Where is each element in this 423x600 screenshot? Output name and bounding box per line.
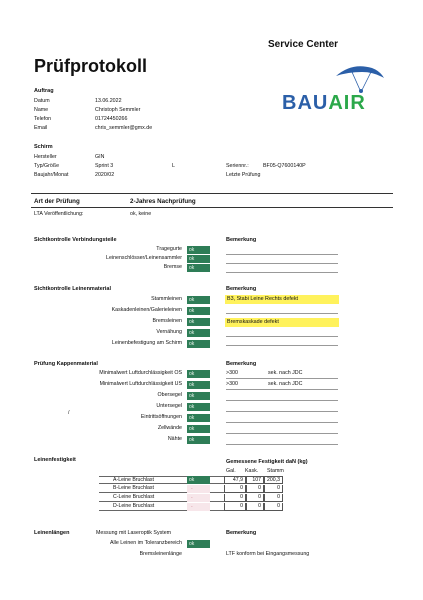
- luft-us-status: ok: [187, 381, 210, 389]
- row-d-kask: 0: [246, 503, 264, 511]
- row-c-kask: 0: [246, 494, 264, 502]
- row-a-status: ok: [187, 476, 210, 484]
- kaskadenleinen-label: Kaskadenleinen/Galerieleinen: [111, 307, 182, 313]
- typ-value: Sprint 3: [95, 163, 114, 169]
- baujahr-label: Baujahr/Monat: [34, 172, 69, 178]
- zellwaende-status: ok: [187, 425, 210, 433]
- hersteller-label: Hersteller: [34, 154, 57, 160]
- verbindung-bemerkung: Bemerkung: [226, 237, 257, 243]
- naehte-status: ok: [187, 436, 210, 444]
- leinen-heading: Sichtkontrolle Leinenmaterial: [34, 286, 112, 292]
- lta-label: LTA Veröffentlichung:: [34, 211, 84, 217]
- obersegel-status: ok: [187, 392, 210, 400]
- col-kask: Kask.: [245, 468, 259, 474]
- art-value: 2-Jahres Nachprüfung: [130, 198, 196, 205]
- row-d-gal: 0: [224, 503, 246, 511]
- row-b-gal: 0: [224, 485, 246, 493]
- vernaehung-status: ok: [187, 329, 210, 337]
- luft-os-unit: sek. nach JDC: [268, 370, 303, 376]
- luft-us-label: Minimalwert Luftdurchlässigkeit US: [99, 381, 182, 387]
- service-center-label: Service Center: [268, 39, 339, 50]
- logo-bau-text: BAU: [282, 92, 329, 114]
- name-label: Name: [34, 107, 49, 113]
- verbindung-heading: Sichtkontrolle Verbindungsteile: [34, 237, 117, 243]
- row-a-stamm: 200,3: [264, 476, 283, 484]
- datum-label: Datum: [34, 98, 50, 104]
- serien-value: BF05-Q7600140P: [263, 163, 306, 169]
- baujahr-value: 2020/02: [95, 172, 115, 178]
- luft-os-label: Minimalwert Luftdurchlässigkeit OS: [99, 370, 182, 376]
- zellwaende-label: Zellwände: [157, 425, 182, 431]
- bremsleinen-status: ok: [187, 318, 210, 326]
- telefon-label: Telefon: [34, 116, 52, 122]
- bremse-status: ok: [187, 264, 210, 272]
- lta-value: ok, keine: [130, 211, 152, 217]
- laengen-method: Messung mit Laseroptik System: [96, 530, 172, 536]
- bremsleinenlaenge-note: LTF konform bei Eingangsmessung: [226, 551, 310, 557]
- laengen-heading: Leinenlängen: [34, 530, 70, 536]
- luft-os-value: >300: [226, 370, 238, 376]
- row-a-gal: 47,9: [224, 476, 246, 484]
- toleranz-label: Alle Leinen im Toleranzbereich: [109, 540, 182, 546]
- row-c-gal: 0: [224, 494, 246, 502]
- stammleinen-status: ok: [187, 296, 210, 304]
- naehte-label: Nähte: [167, 436, 182, 442]
- luft-os-status: ok: [187, 370, 210, 378]
- page-title: Prüfprotokoll: [34, 56, 147, 76]
- vernaehung-label: Vernähung: [156, 329, 182, 335]
- row-c-status: -: [187, 494, 210, 502]
- col-gal: Gal.: [226, 468, 236, 474]
- row-b-label: B-Leine Bruchlast: [113, 485, 154, 491]
- row-d-label: D-Leine Bruchlast: [113, 503, 155, 509]
- art-bottom-line: [31, 207, 393, 208]
- stammleinen-note: B3, Stabi Leine Rechts defekt: [225, 295, 339, 304]
- tragegurte-status: ok: [187, 246, 210, 254]
- hersteller-value: GIN: [95, 154, 105, 160]
- art-label: Art der Prüfung: [34, 198, 80, 205]
- luft-us-value: >300: [226, 381, 238, 387]
- leinenbefestigung-label: Leinenbefestigung am Schirm: [111, 340, 182, 346]
- datum-value: 13.06.2022: [95, 98, 122, 104]
- col-stamm: Stamm: [267, 468, 284, 474]
- row-b-status: -: [187, 485, 210, 493]
- eintritt-label: Eintrittsöffnungen: [140, 414, 182, 420]
- bauair-logo: [282, 60, 392, 120]
- row-d-stamm: 0: [264, 503, 283, 511]
- bremsleinenlaenge-label: Bremsleinenlänge: [139, 551, 182, 557]
- bremsleinen-note: Bremskaskade defekt: [225, 318, 339, 327]
- row-b-kask: 0: [246, 485, 264, 493]
- schirm-heading: Schirm: [34, 144, 53, 150]
- kaskadenleinen-status: ok: [187, 307, 210, 315]
- row-c-label: C-Leine Bruchlast: [113, 494, 155, 500]
- bremsleinen-label: Bremsleinen: [152, 318, 182, 324]
- tragegurte-label: Tragegurte: [156, 246, 182, 252]
- stray-mark: /: [68, 410, 70, 416]
- laengen-bemerkung: Bemerkung: [226, 530, 257, 536]
- untersegel-label: Untersegel: [156, 403, 182, 409]
- leinen-bemerkung: Bemerkung: [226, 286, 257, 292]
- row-b-stamm: 0: [264, 485, 283, 493]
- telefon-value: 01724450266: [95, 116, 128, 122]
- row-a-label: A-Leine Bruchlast: [113, 477, 154, 483]
- leinenschloesser-status: ok: [187, 255, 210, 263]
- stammleinen-label: Stammleinen: [151, 296, 182, 302]
- leinenschloesser-label: Leinenschlösser/Leinensammler: [106, 255, 182, 261]
- festigkeit-heading: Leinenfestigkeit: [34, 457, 76, 463]
- kappe-heading: Prüfung Kappenmaterial: [34, 361, 98, 367]
- letzte-pruefung-label: Letzte Prüfung: [226, 172, 261, 178]
- name-value: Christoph Semmler: [95, 107, 141, 113]
- row-d-status: -: [187, 503, 210, 511]
- logo-air-text: AIR: [328, 92, 366, 114]
- bremse-label: Bremse: [163, 264, 182, 270]
- email-value: chris_semmler@gmx.de: [95, 125, 153, 131]
- email-label: Email: [34, 125, 48, 131]
- eintritt-status: ok: [187, 414, 210, 422]
- typ-label: Typ/Größe: [34, 163, 60, 169]
- auftrag-heading: Auftrag: [34, 88, 54, 94]
- row-c-stamm: 0: [264, 494, 283, 502]
- festigkeit-gemessen: Gemessene Festigkeit daN (kg): [226, 459, 308, 465]
- serien-label: Seriennr.:: [226, 163, 249, 169]
- kappe-bemerkung: Bemerkung: [226, 361, 257, 367]
- art-top-line: [31, 193, 393, 194]
- toleranz-status: ok: [187, 540, 210, 548]
- leinenbefestigung-status: ok: [187, 340, 210, 348]
- luft-us-unit: sek. nach JDC: [268, 381, 303, 387]
- size-value: L: [172, 163, 175, 169]
- obersegel-label: Obersegel: [157, 392, 182, 398]
- untersegel-status: ok: [187, 403, 210, 411]
- row-a-kask: 107: [246, 476, 264, 484]
